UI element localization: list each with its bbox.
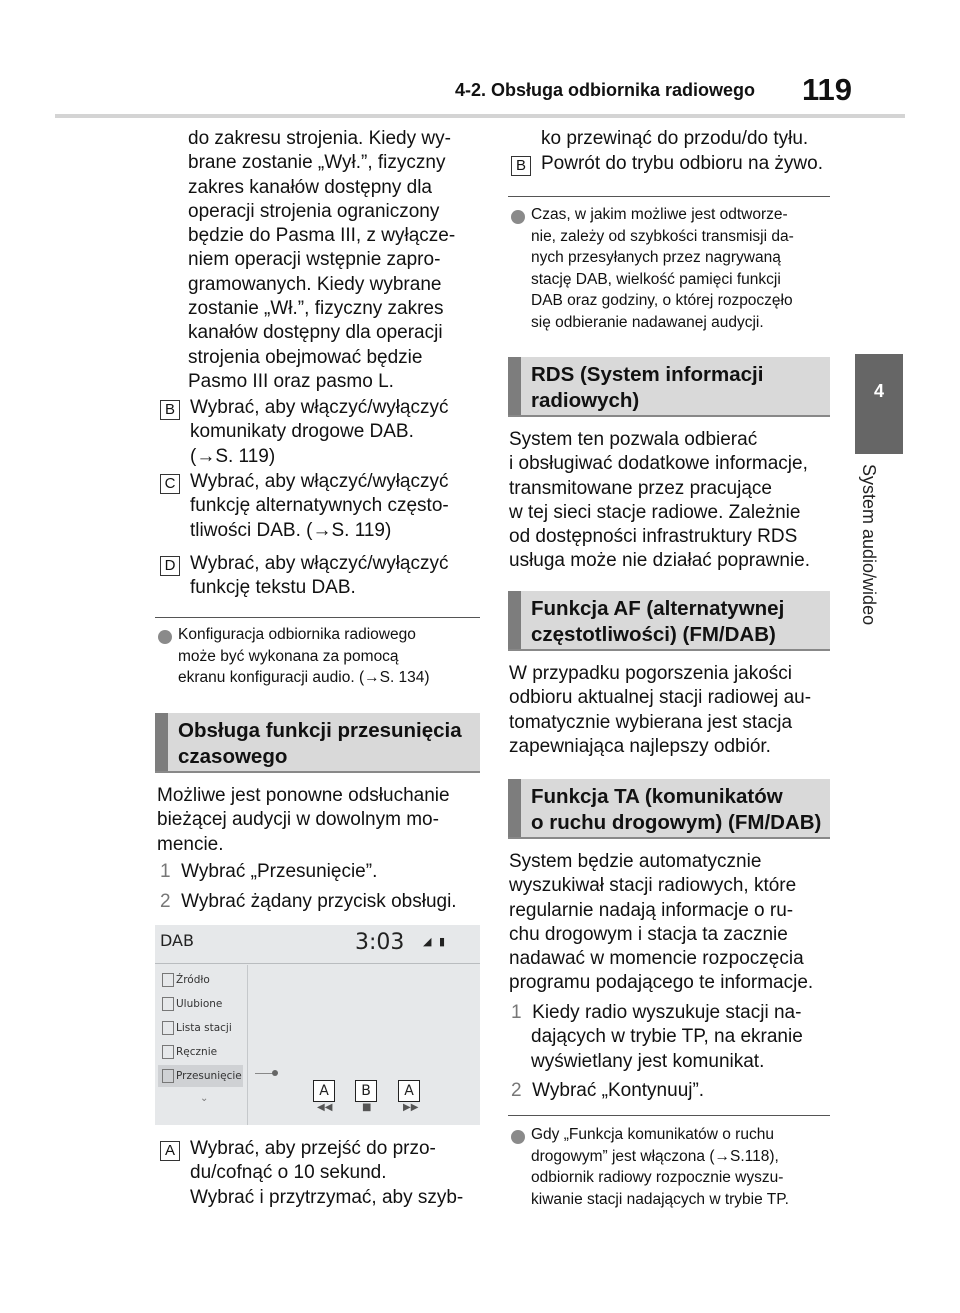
paragraph-af: W przypadku pogorszenia jakości odbioru aktualnej stacji radiowej au- tomatycznie wybierana jest stacja zapewniająca najlepszy odbiór. <box>509 663 812 757</box>
chapter-tab: 4 <box>855 354 903 454</box>
fast-forward-icon[interactable]: ▶▶ <box>403 1102 419 1113</box>
menu-item-station-list[interactable]: Lista stacji <box>158 1017 243 1039</box>
page-number: 119 <box>802 72 853 107</box>
paragraph-ta: System będzie automatycznie wyszukiwał stacji radiowych, które regularnie nadają informacje o ru- chu drogowym i stacja ta zacznie nadawać w momencie rozpoczęcia programu podającego te informacje. <box>509 851 814 994</box>
note-divider-ta <box>508 1115 830 1116</box>
item-b-live-description: Powrót do trybu odbioru na żywo. <box>541 153 823 174</box>
note-bullet-icon <box>511 1130 525 1144</box>
callout-c-badge: C <box>160 474 180 494</box>
chapter-side-label: System audio/wideo <box>859 464 879 626</box>
note-time-shift-duration: Czas, w jakim możliwe jest odtworze- nie, zależy od szybkości transmisji da- nych przesyłanych przez nagrywaną stację DAB, wielkość pamięci funkcji DAB oraz godziny, o której rozpoczęło się odbieranie nadawanej audycji. <box>531 206 794 331</box>
ta-step-2: 2 Wybrać „Kontynuuj”. <box>511 1080 705 1101</box>
step-1: 1 Wybrać „Przesunięcie”. <box>160 861 378 882</box>
note-ta-enabled: Gdy „Funkcja komunikatów o ruchu drogowym” jest włączona (→S.118), odbiornik radiowy rozpocznie wyszu- kiwanie stacji nadających w trybie TP. <box>531 1126 789 1208</box>
item-d-description: Wybrać, aby włączyć/wyłączyć funkcję tekstu DAB. <box>190 553 449 599</box>
callout-a-forward: A <box>398 1080 420 1102</box>
status-icons: ◢ ▮ <box>423 935 448 948</box>
callout-a-badge: A <box>160 1141 180 1161</box>
section-heading-ta: Funkcja TA (komunikatów o ruchu drogowym) (FM/DAB) <box>508 779 830 839</box>
menu-item-favorites[interactable]: Ulubione <box>158 993 243 1015</box>
section-heading-rds: RDS (System informacji radiowych) <box>508 357 830 417</box>
item-a-continued: ko przewinąć do przodu/do tyłu. <box>541 128 809 149</box>
item-b-description: Wybrać, aby włączyć/wyłączyć komunikaty drogowe DAB. (→S. 119) <box>190 397 449 467</box>
callout-b-stop: B <box>355 1080 377 1102</box>
note-divider <box>155 617 480 618</box>
item-c-description: Wybrać, aby włączyć/wyłączyć funkcję alternatywnych często- tliwości DAB. (→S. 119) <box>190 471 449 541</box>
paragraph-dab-range: do zakresu strojenia. Kiedy wy- brane zostanie „Wył.”, fizyczny zakres kanałów dostępny dla operacji strojenia ograniczony będzie do Pasma III, z wyłącze- niem operacji wstępnie zapro- gramowanych. Kiedy wybrane zostanie „Wł.”, fizyczny zakres kanałów dostępny dla operacji strojenia obejmować będzie Pasmo III oraz pasmo L. <box>188 128 456 392</box>
header-rule <box>55 114 905 118</box>
menu-item-time-shift[interactable]: Przesunięcie <box>158 1065 243 1087</box>
callout-b-badge-right: B <box>511 156 531 176</box>
paragraph-time-shift: Możliwe jest ponowne odsłuchanie bieżącej audycji w dowolnym mo- mencie. <box>157 785 450 855</box>
callout-b-badge: B <box>160 400 180 420</box>
screen-clock: 3:03 <box>355 930 405 955</box>
stop-icon[interactable]: ■ <box>362 1102 372 1113</box>
item-a-description: Wybrać, aby przejść do przo- du/cofnąć o 10 sekund. Wybrać i przytrzymać, aby szyb- <box>190 1138 464 1208</box>
screen-source-label: DAB <box>160 931 194 950</box>
section-heading-time-shift: Obsługa funkcji przesunięcia czasowego <box>155 713 480 773</box>
section-heading-af: Funkcja AF (alternatywnej częstotliwości) (FM/DAB) <box>508 591 830 651</box>
step-2: 2 Wybrać żądany przycisk obsługi. <box>160 891 457 912</box>
note-audio-settings: Konfiguracja odbiornika radiowego może być wykonana za pomocą ekranu konfiguracji audio. (→S. 134) <box>178 626 430 686</box>
screen-side-menu: Źródło Ulubione Lista stacji Ręcznie Przesunięcie ⌄ <box>155 965 245 1125</box>
note-bullet-icon <box>158 630 172 644</box>
note-divider-right <box>508 196 830 197</box>
chapter-title: 4-2. Obsługa odbiornika radiowego <box>455 80 756 100</box>
dab-screen-illustration <box>155 925 480 1125</box>
menu-item-manual[interactable]: Ręcznie <box>158 1041 243 1063</box>
callout-d-badge: D <box>160 556 180 576</box>
paragraph-rds: System ten pozwala odbierać i obsługiwać dodatkowe informacje, transmitowane przez pracujące w tej sieci stacje radiowe. Zależnie od dostępności infrastruktury RDS usługa może nie działać poprawnie. <box>509 429 811 572</box>
ta-step-1: 1 Kiedy radio wyszukuje stacji na- dających w trybie TP, na ekranie wyświetlany jest komunikat. <box>511 1002 803 1072</box>
note-bullet-icon <box>511 210 525 224</box>
menu-item-source[interactable]: Źródło <box>158 969 243 991</box>
rewind-icon[interactable]: ◀◀ <box>317 1102 333 1113</box>
callout-a-rewind: A <box>313 1080 335 1102</box>
